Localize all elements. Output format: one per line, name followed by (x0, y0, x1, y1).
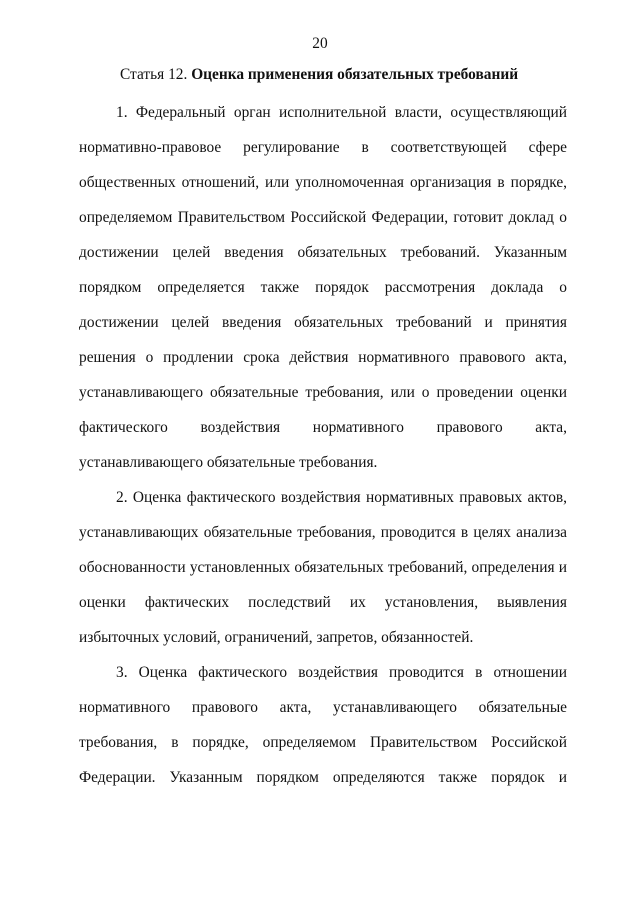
article-label: Статья 12. (120, 66, 188, 83)
text-line: порядком определяется также порядок рассмотрения доклада о (79, 279, 567, 296)
text-line: устанавливающего обязательные требования, или о проведении оценки (79, 384, 567, 401)
page-number: 20 (312, 35, 328, 52)
text-line: 1. Федеральный орган исполнительной власти, осуществляющий (116, 104, 567, 121)
text-line: 3. Оценка фактического воздействия проводится в отношении (116, 664, 567, 681)
text-line: оценки фактических последствий их установления, выявления (79, 594, 567, 611)
text-line: устанавливающих обязательные требования, проводится в целях анализа (79, 524, 567, 541)
text-line: фактического воздействия нормативного правового акта, (79, 419, 567, 436)
text-line: Федерации. Указанным порядком определяются также порядок и (79, 769, 567, 786)
article-heading (120, 66, 518, 84)
text-line: достижении целей введения обязательных требований. Указанным (79, 244, 567, 261)
text-line: решения о продлении срока действия нормативного правового акта, (79, 349, 567, 366)
text-line: общественных отношений, или уполномоченная организация в порядке, (79, 174, 567, 191)
text-line: устанавливающего обязательные требования. (79, 454, 378, 471)
text-line: определяемом Правительством Российской Федерации, готовит доклад о (79, 209, 567, 226)
text-line: требования, в порядке, определяемом Правительством Российской (79, 734, 567, 751)
text-line: нормативного правового акта, устанавливающего обязательные (79, 699, 567, 716)
text-line: 2. Оценка фактического воздействия нормативных правовых актов, (116, 489, 567, 506)
text-line: нормативно-правовое регулирование в соответствующей сфере (79, 139, 567, 156)
article-title: Оценка применения обязательных требований (191, 66, 519, 83)
text-line: избыточных условий, ограничений, запретов, обязанностей. (79, 629, 474, 646)
text-line: обоснованности установленных обязательных требований, определения и (79, 559, 567, 576)
text-line: достижении целей введения обязательных требований и принятия (79, 314, 567, 331)
